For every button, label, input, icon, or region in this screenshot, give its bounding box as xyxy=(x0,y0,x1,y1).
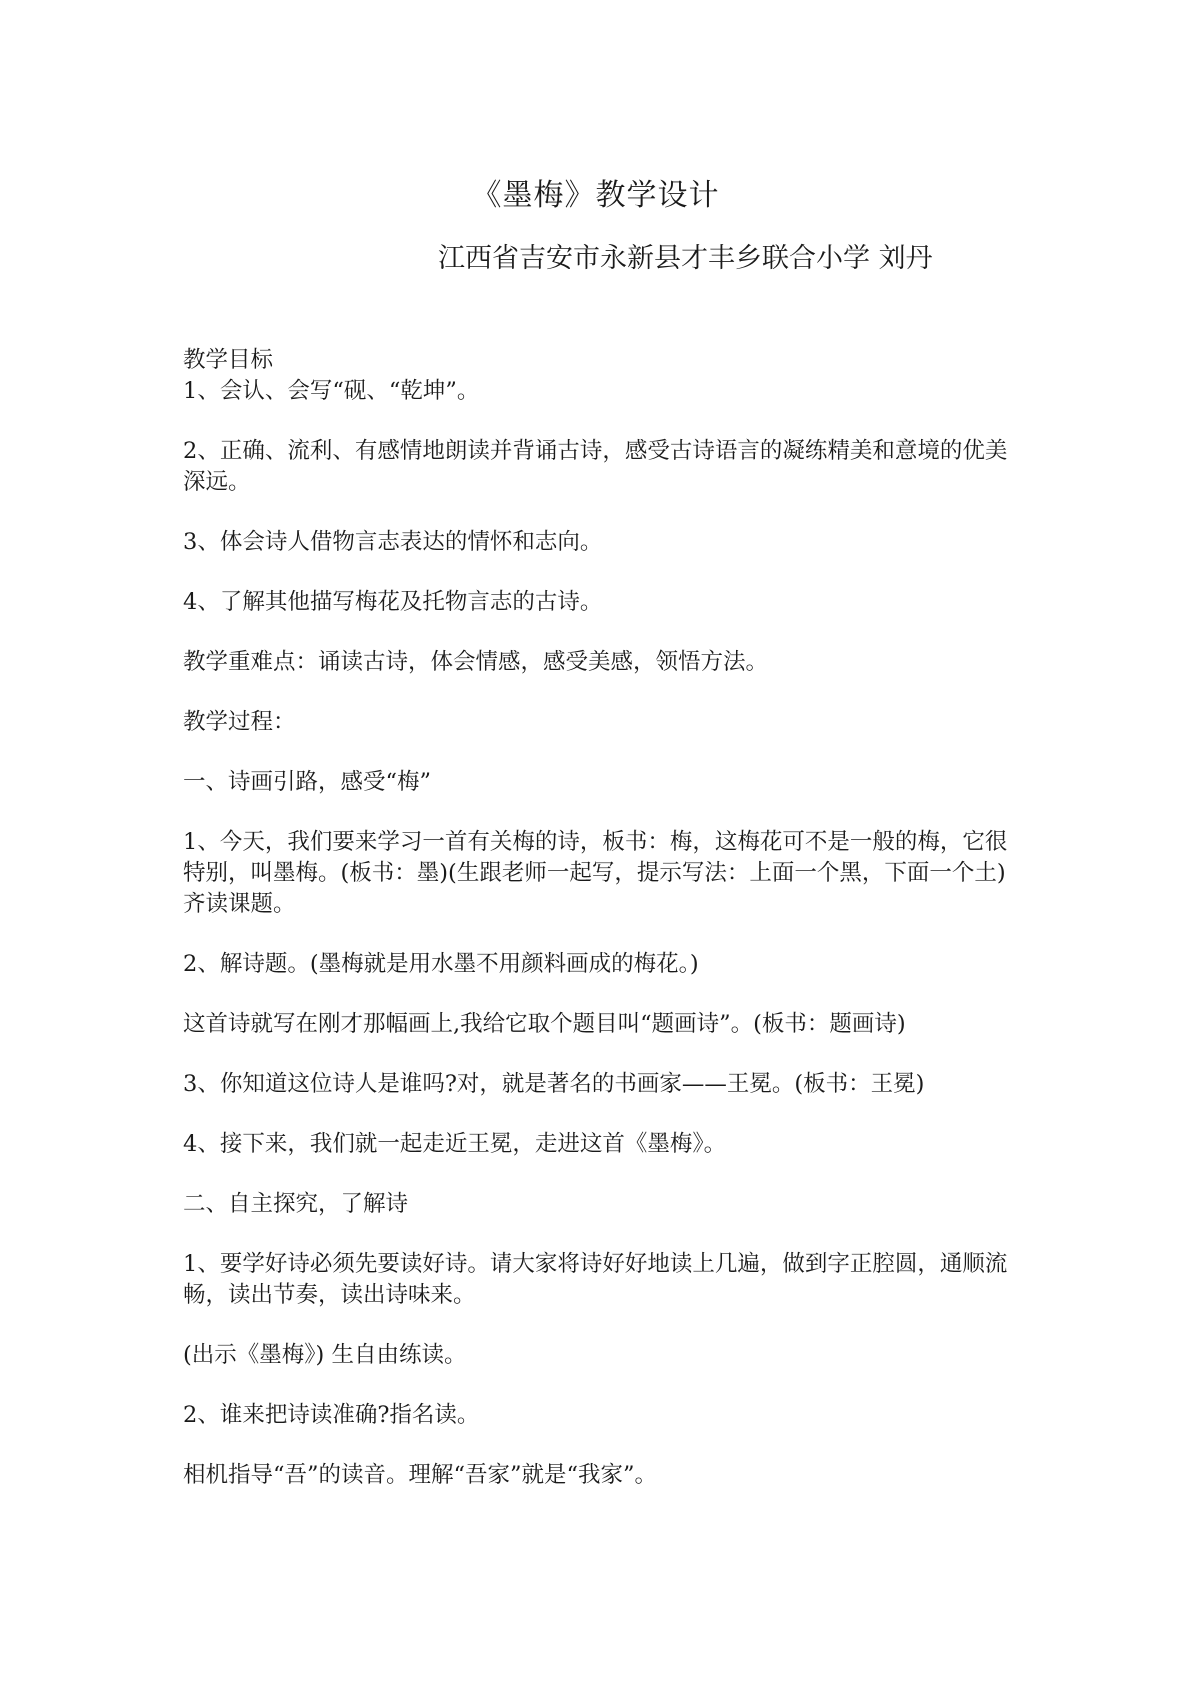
section-heading-part-2: 二、自主探究，了解诗 xyxy=(183,1191,409,1217)
paragraph-goal-2: 2、正确、流利、有感情地朗读并背诵古诗，感受古诗语言的凝练精美和意境的优美深远。 xyxy=(183,438,1008,495)
paragraph-goal-3: 3、体会诗人借物言志表达的情怀和志向。 xyxy=(183,529,603,555)
paragraph-step-1-2-note: 这首诗就写在刚才那幅画上,我给它取个题目叫“题画诗”。(板书：题画诗) xyxy=(183,1011,906,1037)
paragraph-step-2-1-note: (出示《墨梅》) 生自由练读。 xyxy=(183,1342,467,1368)
paragraph-step-2-2: 2、谁来把诗读准确?指名读。 xyxy=(183,1402,480,1428)
section-heading-process: 教学过程： xyxy=(183,709,296,735)
paragraph-step-2-2-note: 相机指导“吾”的读音。理解“吾家”就是“我家”。 xyxy=(183,1462,658,1488)
paragraph-goal-1: 1、会认、会写“砚、“乾坤”。 xyxy=(183,378,480,404)
section-heading-goals: 教学目标 xyxy=(183,347,274,373)
paragraph-step-1-3: 3、你知道这位诗人是谁吗?对，就是著名的书画家——王冕。(板书：王冕) xyxy=(183,1071,925,1097)
paragraph-step-1-1: 1、今天，我们要来学习一首有关梅的诗，板书：梅，这梅花可不是一般的梅，它很特别，叫墨梅。(板书：墨)(生跟老师一起写，提示写法：上面一个黑，下面一个土)齐读课题。 xyxy=(183,829,1008,917)
document-title: 《墨梅》教学设计 xyxy=(471,178,720,213)
paragraph-step-1-2: 2、解诗题。(墨梅就是用水墨不用颜料画成的梅花。) xyxy=(183,951,699,977)
document-body xyxy=(183,345,1018,1491)
paragraph-step-2-1: 1、要学好诗必须先要读好诗。请大家将诗好好地读上几遍，做到字正腔圆，通顺流畅，读出节奏，读出诗味来。 xyxy=(183,1251,1008,1308)
paragraph-goal-4: 4、了解其他描写梅花及托物言志的古诗。 xyxy=(183,589,603,615)
section-heading-part-1: 一、诗画引路，感受“梅” xyxy=(183,769,432,795)
paragraph-key-points: 教学重难点：诵读古诗，体会情感，感受美感，领悟方法。 xyxy=(183,649,769,675)
paragraph-step-1-4: 4、接下来，我们就一起走近王冕，走进这首《墨梅》。 xyxy=(183,1131,727,1157)
author-line: 江西省吉安市永新县才丰乡联合小学 刘丹 xyxy=(438,243,933,274)
